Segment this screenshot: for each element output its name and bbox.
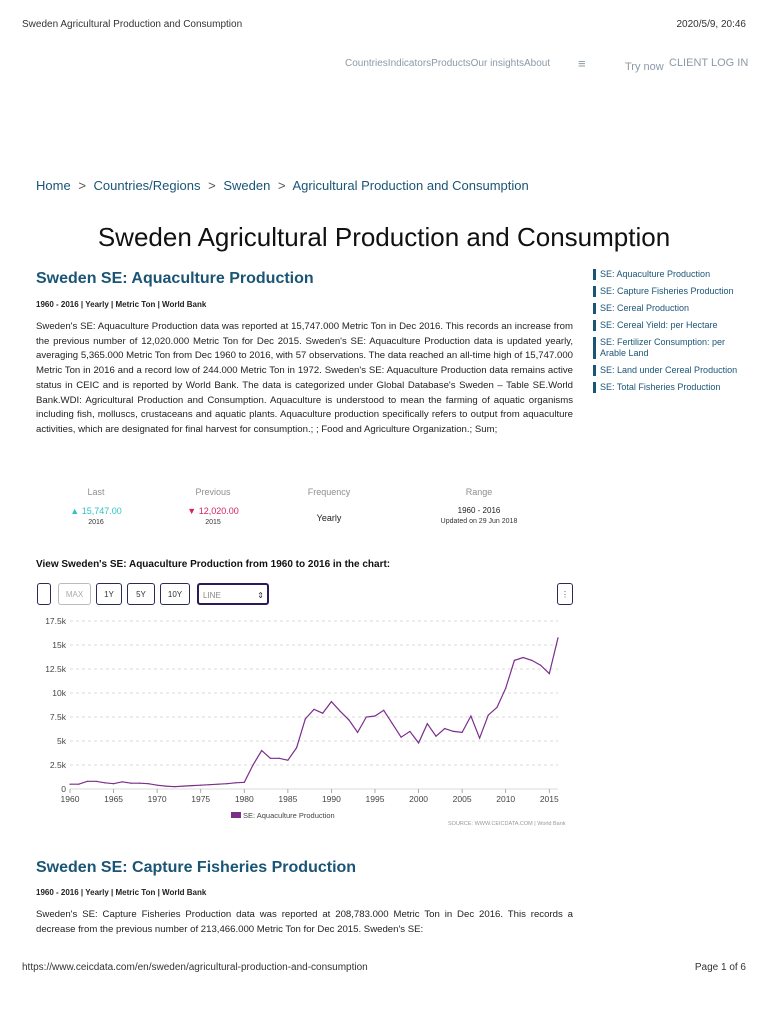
sidebar-item-capture-fisheries[interactable]: SE: Capture Fisheries Production <box>593 286 753 297</box>
stat-range-updated: Updated on 29 Jun 2018 <box>440 518 518 525</box>
chart-type-select[interactable] <box>197 583 269 605</box>
breadcrumb-countries[interactable]: Countries/Regions <box>93 178 201 193</box>
data-point <box>287 760 288 761</box>
stat-range-value: 1960 - 2016 <box>457 506 501 515</box>
stat-last <box>56 487 136 526</box>
breadcrumb-separator: > <box>208 178 216 193</box>
y-tick-label: 2.5k <box>49 760 66 770</box>
data-point <box>496 707 497 708</box>
x-tick-label: 2005 <box>452 794 472 804</box>
y-tick-label: 10k <box>52 688 66 698</box>
data-point <box>540 665 541 666</box>
data-point <box>401 737 402 738</box>
data-point <box>261 750 262 751</box>
data-point <box>383 710 384 711</box>
data-point <box>296 747 297 748</box>
data-point <box>470 715 471 716</box>
x-tick-label: 1985 <box>278 794 298 804</box>
breadcrumb-sweden[interactable]: Sweden <box>223 178 271 193</box>
y-tick-label: 15k <box>52 640 66 650</box>
data-point <box>174 786 175 787</box>
top-navigation[interactable] <box>345 58 550 69</box>
data-point <box>270 758 271 759</box>
stat-last-year: 2016 <box>88 519 104 526</box>
section-title-aquaculture[interactable]: Sweden SE: Aquaculture Production <box>36 270 314 287</box>
breadcrumb-home[interactable]: Home <box>36 178 71 193</box>
data-point <box>514 660 515 661</box>
stat-previous-value: ▼ 12,020.00 <box>187 506 239 516</box>
data-point <box>139 783 140 784</box>
data-point <box>505 688 506 689</box>
chart-menu-icon[interactable]: ⋮ <box>557 583 573 605</box>
data-point <box>427 723 428 724</box>
data-point <box>183 786 184 787</box>
footer-page-number: Page 1 of 6 <box>694 962 746 973</box>
x-tick-label: 1975 <box>191 794 211 804</box>
try-now-link[interactable]: Try now <box>625 61 664 73</box>
data-point <box>549 673 550 674</box>
breadcrumb <box>36 178 529 193</box>
data-point <box>165 786 166 787</box>
legend-swatch <box>231 812 241 818</box>
data-point <box>104 782 105 783</box>
range-5y-button[interactable]: 5Y <box>127 583 155 605</box>
x-tick-label: 1960 <box>60 794 80 804</box>
breadcrumb-current[interactable]: Agricultural Production and Consumption <box>292 178 529 193</box>
section-meta: 1960 - 2016 | Yearly | Metric Ton | World Bank <box>36 300 207 309</box>
page-title: Sweden Agricultural Production and Consumption <box>97 222 671 252</box>
chart-source: SOURCE: WWW.CEICDATA.COM | World Bank <box>448 821 566 827</box>
x-tick-label: 2010 <box>496 794 516 804</box>
data-point <box>157 785 158 786</box>
series-line-aquaculture <box>70 638 558 787</box>
stat-frequency-label: Frequency <box>307 487 351 497</box>
x-tick-label: 1980 <box>234 794 254 804</box>
range-1y-button[interactable]: 1Y <box>96 583 122 605</box>
data-point <box>87 781 88 782</box>
stat-range <box>419 487 539 525</box>
data-point <box>409 731 410 732</box>
print-header-datetime: 2020/5/9, 20:46 <box>676 19 746 30</box>
section-description: Sweden's SE: Aquaculture Production data was reported at 15,747.000 Metric Ton in Dec 2016. This records an increase from the previous number of 12,020.000 Metric Ton for Dec 2015. Sweden's SE: Aquaculture Production data is updated yearly, averaging 5,365.000 Metric Ton from Dec 1960 to 2016, with 57 observations. The data reached an all-time high of 15,747.000 Metric Ton in 2016 and a record low of 244.000 Metric Ton in 1972. Sweden's SE: Aquaculture Production data remains active status in CEIC and is reported by World Bank. The data is categorized under Global Database's Sweden – Table SE.World Bank.WDI: Agricultural Production and Consumption. Aquaculture is understood to mean the farming of aquatic organisms including fish, molluscs, crustaceans and aquatic plants. Aquaculture production specifically refers to output from aquaculture activities, which are designated for final harvest for consumption.; ; Food and Agriculture Organization.; Sum; <box>36 321 573 435</box>
data-point <box>252 764 253 765</box>
stat-frequency-value: Yearly <box>316 513 342 523</box>
data-point <box>357 732 358 733</box>
data-point <box>557 637 558 638</box>
x-tick-label: 1995 <box>365 794 385 804</box>
range-max-button[interactable]: MAX <box>58 583 91 605</box>
data-point <box>96 781 97 782</box>
y-tick-label: 5k <box>57 736 66 746</box>
data-point <box>453 731 454 732</box>
data-point <box>531 660 532 661</box>
sidebar-item-cereal-production[interactable]: SE: Cereal Production <box>593 303 753 314</box>
sidebar-item-aquaculture[interactable]: SE: Aquaculture Production <box>593 269 753 280</box>
select-arrows-icon: ⇕ <box>257 591 264 600</box>
data-point <box>148 783 149 784</box>
breadcrumb-separator: > <box>277 178 286 193</box>
up-arrow-icon: ▲ <box>70 506 82 516</box>
hamburger-icon[interactable]: ≡ <box>578 56 586 71</box>
section-title-capture-fisheries[interactable]: Sweden SE: Capture Fisheries Production <box>36 859 357 876</box>
data-point <box>331 701 332 702</box>
section-meta: 1960 - 2016 | Yearly | Metric Ton | World Bank <box>36 888 207 897</box>
data-point <box>488 714 489 715</box>
footer-url: https://www.ceicdata.com/en/sweden/agricultural-production-and-consumption <box>22 962 368 973</box>
data-point <box>200 785 201 786</box>
data-point <box>191 785 192 786</box>
data-point <box>122 781 123 782</box>
data-point <box>435 736 436 737</box>
data-point <box>366 716 367 717</box>
sidebar-item-total-fisheries[interactable]: SE: Total Fisheries Production <box>593 382 753 393</box>
data-point <box>523 657 524 658</box>
data-point <box>78 784 79 785</box>
data-point <box>313 709 314 710</box>
data-point <box>462 732 463 733</box>
data-point <box>348 719 349 720</box>
data-point <box>418 742 419 743</box>
chart-expand-button[interactable] <box>37 583 51 605</box>
data-point <box>279 758 280 759</box>
stat-previous-label: Previous <box>195 487 231 497</box>
data-point <box>218 784 219 785</box>
x-tick-label: 2015 <box>539 794 559 804</box>
data-point <box>392 723 393 724</box>
legend-label: SE: Aquaculture Production <box>243 811 335 820</box>
stat-last-label: Last <box>87 487 105 497</box>
stat-previous-year: 2015 <box>205 519 221 526</box>
stat-previous <box>173 487 253 526</box>
aquaculture-line-chart <box>30 612 570 834</box>
section-description: Sweden's SE: Capture Fisheries Production data was reported at 208,783.000 Metric Ton in Dec 2016. This records a decrease from the previous number of 213,466.000 Metric Ton for Dec 2015. Sweden's SE: <box>36 909 573 935</box>
sidebar-item-cereal-yield[interactable]: SE: Cereal Yield: per Hectare <box>593 320 753 331</box>
stat-last-value: ▲ 15,747.00 <box>70 506 122 516</box>
x-tick-label: 1965 <box>104 794 124 804</box>
down-arrow-icon: ▼ <box>187 506 199 516</box>
data-point <box>444 728 445 729</box>
print-header-title: Sweden Agricultural Production and Consumption <box>22 19 243 30</box>
data-point <box>479 738 480 739</box>
chart-type-value: LINE <box>203 591 221 600</box>
y-tick-label: 7.5k <box>49 712 66 722</box>
y-tick-label: 0 <box>61 784 66 794</box>
sidebar-indicator-list <box>593 269 753 399</box>
data-point <box>322 713 323 714</box>
x-tick-label: 1970 <box>147 794 167 804</box>
stat-range-label: Range <box>465 487 493 497</box>
sidebar-item-fertilizer[interactable]: SE: Fertilizer Consumption: per Arable Land <box>593 337 753 359</box>
range-10y-button[interactable]: 10Y <box>160 583 190 605</box>
data-point <box>374 715 375 716</box>
y-tick-label: 17.5k <box>45 616 66 626</box>
data-point <box>226 783 227 784</box>
x-tick-label: 1990 <box>321 794 341 804</box>
breadcrumb-separator: > <box>78 178 86 193</box>
data-point <box>130 783 131 784</box>
stat-frequency <box>289 487 369 523</box>
data-point <box>69 784 70 785</box>
data-point <box>244 782 245 783</box>
data-point <box>235 782 236 783</box>
y-tick-label: 12.5k <box>45 664 66 674</box>
data-point <box>305 718 306 719</box>
x-tick-label: 2000 <box>409 794 429 804</box>
nav-links[interactable]: CountriesIndicatorsProductsOur insightsAbout <box>345 58 551 69</box>
data-point <box>340 711 341 712</box>
client-login-link[interactable]: CLIENT LOG IN <box>669 57 749 69</box>
chart-prompt: View Sweden's SE: Aquaculture Production from 1960 to 2016 in the chart: <box>36 559 391 570</box>
sidebar-item-land-cereal[interactable]: SE: Land under Cereal Production <box>593 365 753 376</box>
data-point <box>113 783 114 784</box>
data-point <box>209 784 210 785</box>
